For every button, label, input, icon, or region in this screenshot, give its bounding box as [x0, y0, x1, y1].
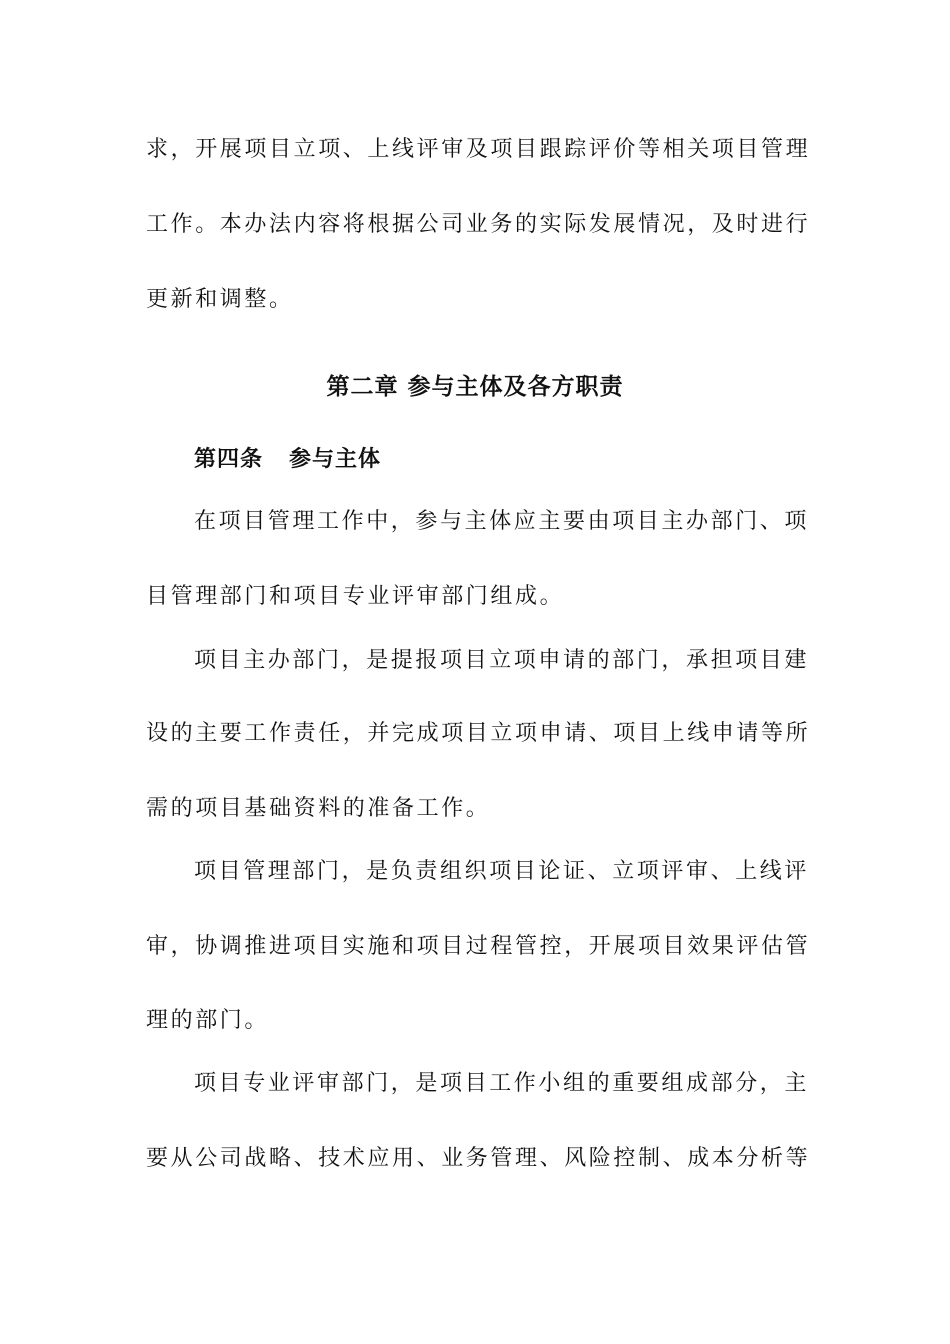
- paragraph-3-line-2: 审，协调推进项目实施和项目过程管控，开展项目效果评估管: [146, 934, 811, 959]
- paragraph-3-line-3: 理的部门。: [146, 1008, 270, 1033]
- intro-line-2: 工作。本办法内容将根据公司业务的实际发展情况，及时进行: [146, 212, 811, 237]
- paragraph-2-line-1: 项目主办部门，是提报项目立项申请的部门，承担项目建: [194, 648, 810, 673]
- article-title: 第四条 参与主体: [194, 446, 381, 472]
- paragraph-1-line-2: 目管理部门和项目专业评审部门组成。: [146, 584, 565, 609]
- paragraph-4-line-1: 项目专业评审部门，是项目工作小组的重要组成部分，主: [194, 1071, 810, 1096]
- intro-line-1: 求，开展项目立项、上线评审及项目跟踪评价等相关项目管理: [146, 137, 811, 162]
- paragraph-2-line-3: 需的项目基础资料的准备工作。: [146, 796, 491, 821]
- chapter-title: 第二章 参与主体及各方职责: [326, 373, 624, 400]
- intro-line-3: 更新和调整。: [146, 287, 294, 312]
- paragraph-3-line-1: 项目管理部门，是负责组织项目论证、立项评审、上线评: [194, 859, 810, 884]
- paragraph-2-line-2: 设的主要工作责任，并完成项目立项申请、项目上线申请等所: [146, 721, 811, 746]
- paragraph-4-line-2: 要从公司战略、技术应用、业务管理、风险控制、成本分析等: [146, 1146, 811, 1171]
- paragraph-1-line-1: 在项目管理工作中，参与主体应主要由项目主办部门、项: [194, 509, 810, 534]
